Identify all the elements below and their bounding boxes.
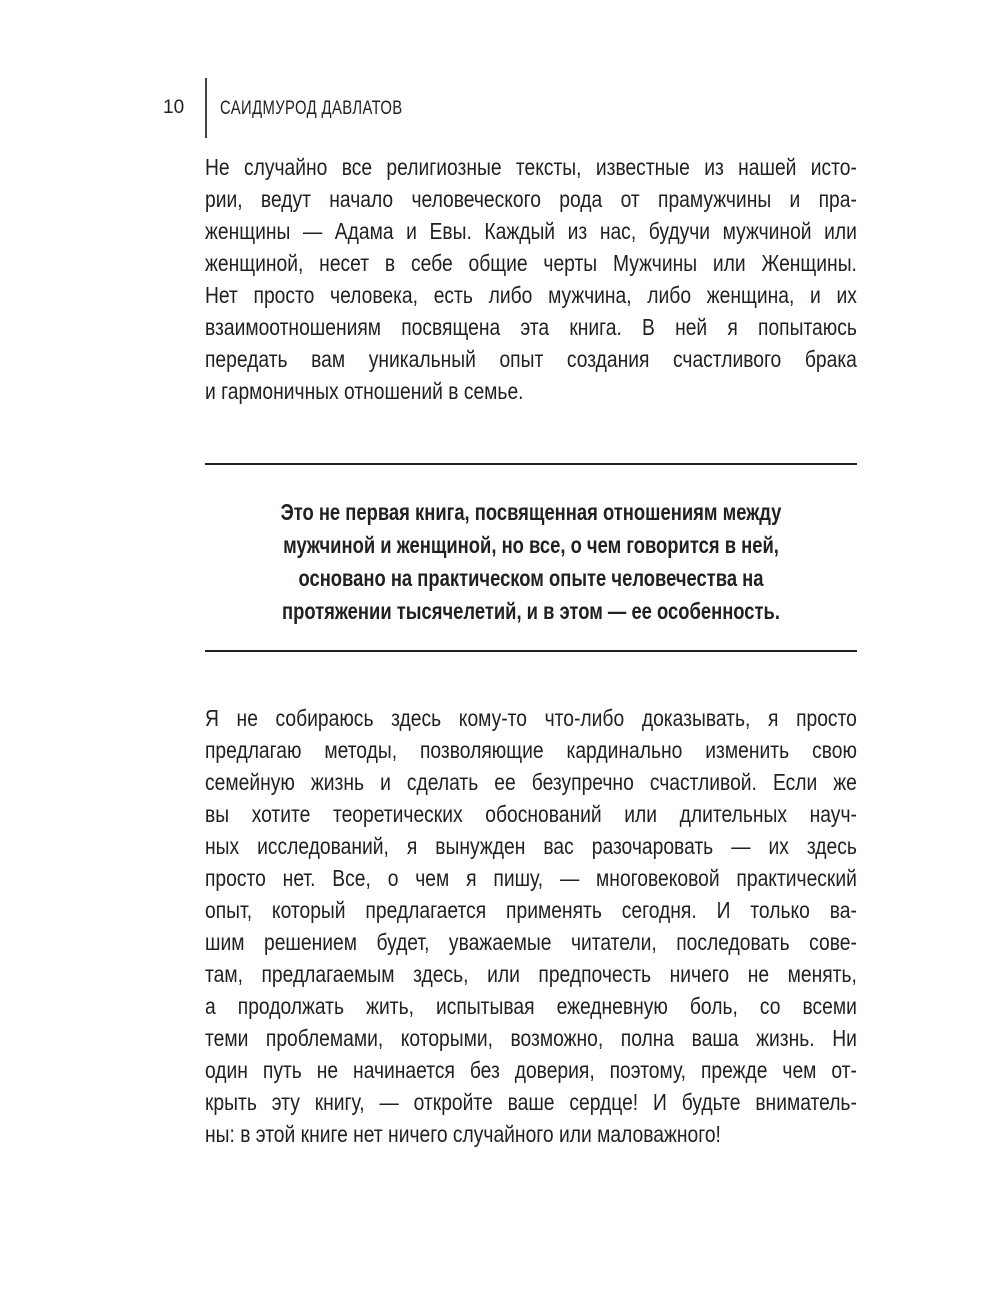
text-line: предлагаю методы, позволяющие кардинально изменить свою — [205, 737, 857, 763]
quote-line: протяжении тысячелетий, и в этом — ее особенность. — [282, 598, 780, 624]
quote-bottom-rule — [205, 650, 857, 652]
quote-line: мужчиной и женщиной, но все, о чем говорится в ней, — [283, 532, 779, 558]
quote-line: основано на практическом опыте человечества на — [298, 565, 764, 591]
text-line: Не случайно все религиозные тексты, известные из нашей исто- — [205, 154, 857, 180]
text-line: а продолжать жить, испытывая ежедневную боль, со всеми — [205, 993, 857, 1019]
text-line: взаимоотношениям посвящена эта книга. В ней я попытаюсь — [205, 314, 857, 340]
text-line: женщиной, несет в себе общие черты Мужчины или Женщины. — [205, 250, 857, 276]
text-line: Нет просто человека, есть либо мужчина, либо женщина, и их — [205, 282, 857, 308]
text-line: ны: в этой книге нет ничего случайного или маловажного! — [205, 1121, 721, 1147]
text-line: шим решением будет, уважаемые читатели, последовать сове- — [205, 929, 857, 955]
text-line: один путь не начинается без доверия, поэтому, прежде чем от- — [205, 1057, 857, 1083]
text-line: Я не собираюсь здесь кому-то что-либо доказывать, я просто — [205, 705, 857, 731]
text-line: ных исследований, я вынужден вас разочаровать — их здесь — [205, 833, 857, 859]
running-head: САИДМУРОД ДАВЛАТОВ — [220, 98, 403, 119]
text-line: крыть эту книгу, — откройте ваше сердце! И будьте вниматель- — [205, 1089, 857, 1115]
text-line: там, предлагаемым здесь, или предпочесть ничего не менять, — [205, 961, 857, 987]
header-divider — [205, 78, 207, 138]
text-line: передать вам уникальный опыт создания счастливого брака — [205, 346, 857, 372]
pull-quote — [205, 496, 857, 628]
text-line: и гармоничных отношений в семье. — [205, 378, 524, 404]
quote-top-rule — [205, 463, 857, 465]
page-number: 10 — [163, 97, 185, 118]
paragraph-1 — [205, 151, 857, 407]
quote-line: Это не первая книга, посвященная отношениям между — [280, 499, 782, 525]
text-line: вы хотите теоретических обоснований или длительных науч- — [205, 801, 857, 827]
text-line: просто нет. Все, о чем я пишу, — многовековой практический — [205, 865, 857, 891]
text-line: семейную жизнь и сделать ее безупречно счастливой. Если же — [205, 769, 857, 795]
text-line: опыт, который предлагается применять сегодня. И только ва- — [205, 897, 857, 923]
text-line: теми проблемами, которыми, возможно, полна ваша жизнь. Ни — [205, 1025, 857, 1051]
text-line: женщины — Адама и Евы. Каждый из нас, будучи мужчиной или — [205, 218, 857, 244]
paragraph-2 — [205, 702, 857, 1150]
text-line: рии, ведут начало человеческого рода от прамужчины и пра- — [205, 186, 857, 212]
